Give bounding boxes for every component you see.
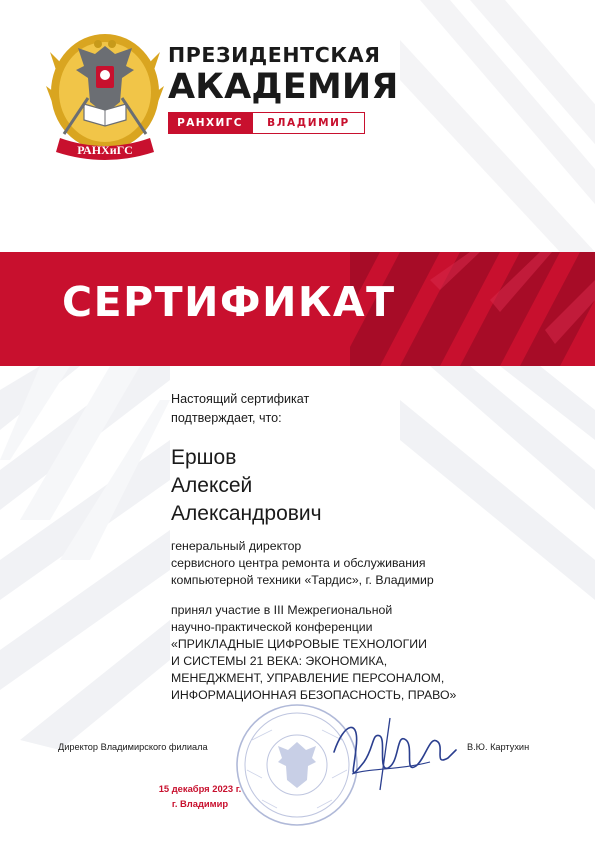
intro-text [171, 390, 309, 428]
wordmark-badge [168, 112, 365, 134]
recipient-name [171, 444, 322, 528]
signature-icon [330, 712, 460, 792]
participation-text [171, 602, 456, 704]
participation-line: «ПРИКЛАДНЫЕ ЦИФРОВЫЕ ТЕХНОЛОГИИ [171, 637, 427, 651]
issue-date: 15 декабря 2023 г. [158, 783, 242, 794]
wordmark-line2: АКАДЕМИЯ [168, 67, 399, 107]
certificate-title: СЕРТИФИКАТ [62, 278, 396, 326]
recipient-first-name: Алексей [171, 474, 253, 497]
recipient-surname: Ершов [171, 446, 237, 469]
wordmark-line1: ПРЕЗИДЕНТСКАЯ [168, 43, 381, 67]
position-line: сервисного центра ремонта и обслуживания [171, 556, 426, 570]
academy-wordmark [168, 43, 399, 134]
badge-ranepa: РАНХИГС [168, 112, 252, 134]
emblem-ribbon-text: РАНХиГС [77, 143, 133, 157]
participation-line: МЕНЕДЖМЕНТ, УПРАВЛЕНИЕ ПЕРСОНАЛОМ, [171, 671, 445, 685]
intro-line: Настоящий сертификат [171, 392, 310, 406]
signatory-title: Директор Владимирского филиала [58, 742, 208, 752]
participation-line: ИНФОРМАЦИОННАЯ БЕЗОПАСНОСТЬ, ПРАВО» [171, 688, 457, 702]
position-line: генеральный директор [171, 539, 302, 553]
participation-line: принял участие в III Межрегиональной [171, 603, 393, 617]
academy-emblem-icon [46, 22, 164, 164]
recipient-patronymic: Александрович [171, 502, 322, 525]
position-line: компьютерной техники «Тардис», г. Владимир [171, 573, 434, 587]
intro-line: подтверждает, что: [171, 411, 282, 425]
issue-place: г. Владимир [171, 798, 229, 809]
badge-city: ВЛАДИМИР [252, 112, 365, 134]
participation-line: И СИСТЕМЫ 21 ВЕКА: ЭКОНОМИКА, [171, 654, 388, 668]
issue-info [130, 781, 270, 811]
participation-line: научно-практической конференции [171, 620, 373, 634]
signatory-name: В.Ю. Картухин [467, 742, 530, 752]
recipient-position [171, 538, 434, 589]
